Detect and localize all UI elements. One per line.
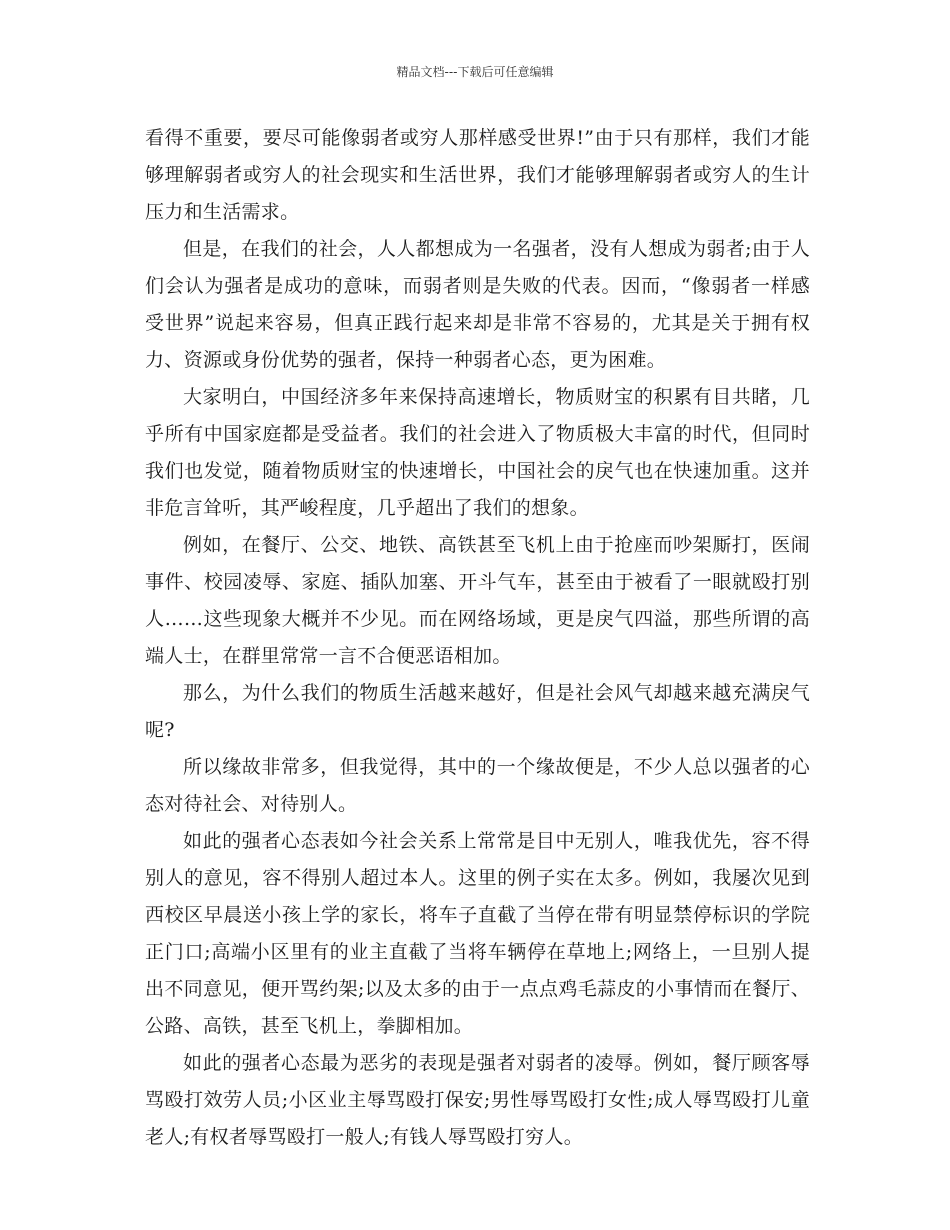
page-header: 精品文档---下载后可任意编辑: [396, 65, 554, 79]
paragraph: 如此的强者心态表如今社会关系上常常是目中无别人，唯我优先，容不得别人的意见，容不得别人超过本人。这里的例子实在太多。例如，我屡次见到西校区早晨送小孩上学的家长，将车子直截了当停在带有明显禁停标识的学院正门口;高端小区里有的业主直截了当将车辆停在草地上;网络上，一旦别人提出不同意见，便开骂约架;以及太多的由于一点点鸡毛蒜皮的小事情而在餐厅、公路、高铁，甚至飞机上，拳脚相加。: [145, 830, 810, 1037]
paragraph: 大家明白，中国经济多年来保持高速增长，物质财宝的积累有目共睹，几乎所有中国家庭都是受益者。我们的社会进入了物质极大丰富的时代，但同时我们也发觉，随着物质财宝的快速增长，中国社会的戾气也在快速加重。这并非危言耸听，其严峻程度，几乎超出了我们的想象。: [145, 386, 810, 519]
paragraph: 那么，为什么我们的物质生活越来越好，但是社会风气却越来越充满戾气呢?: [145, 682, 810, 741]
document-body: [145, 120, 810, 1156]
paragraph: 例如，在餐厅、公交、地铁、高铁甚至飞机上由于抢座而吵架厮打，医闹事件、校园凌辱、家庭、插队加塞、开斗气车，甚至由于被看了一眼就殴打别人……这些现象大概并不少见。而在网络场域，更是戾气四溢，那些所谓的高端人士，在群里常常一言不合便恶语相加。: [145, 534, 810, 667]
paragraph: 所以缘故非常多，但我觉得，其中的一个缘故便是，不少人总以强者的心态对待社会、对待别人。: [145, 756, 810, 815]
paragraph: 如此的强者心态最为恶劣的表现是强者对弱者的凌辱。例如，餐厅顾客辱骂殴打效劳人员;小区业主辱骂殴打保安;男性辱骂殴打女性;成人辱骂殴打儿童老人;有权者辱骂殴打一般人;有钱人辱骂殴打穷人。: [145, 1052, 810, 1148]
paragraph: 但是，在我们的社会，人人都想成为一名强者，没有人想成为弱者;由于人们会认为强者是成功的意味，而弱者则是失败的代表。因而，“像弱者一样感受世界”说起来容易，但真正践行起来却是非常不容易的，尤其是关于拥有权力、资源或身份优势的强者，保持一种弱者心态，更为困难。: [145, 238, 810, 371]
paragraph-continuation: 看得不重要，要尽可能像弱者或穷人那样感受世界!”由于只有那样，我们才能够理解弱者或穷人的社会现实和生活世界，我们才能够理解弱者或穷人的生计压力和生活需求。: [145, 127, 810, 223]
